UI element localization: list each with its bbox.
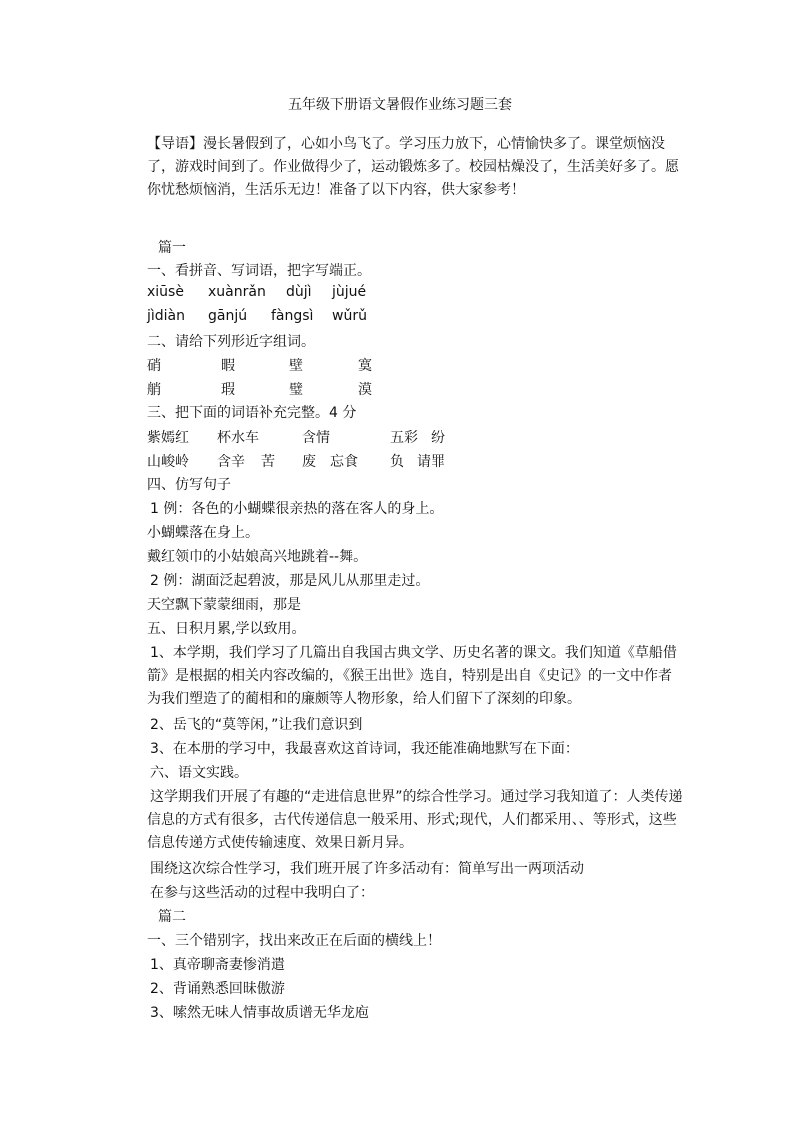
character: 硝 <box>147 358 161 374</box>
question-3: 三、把下面的词语补充完整。4 分 <box>147 405 357 421</box>
pinyin: gānjú <box>208 308 248 324</box>
question-1: 一、看拼音、写词语，把字写端正。 <box>147 263 371 279</box>
pinyin: wǔrǔ <box>332 308 367 324</box>
example-2-answer: 天空飘下蒙蒙细雨，那是 <box>147 597 301 613</box>
question-5: 五、日积月累,学以致用。 <box>147 621 306 637</box>
word: 忘食 <box>330 454 358 470</box>
question-5-item-1: 1、本学期，我们学习了几篇出自我国古典文学、历史名著的课文。我们知道《草船借箭》是根据的相关内容改编的，《猴王出世》选自，特别是出自《史记》的一文中作者为我们塑造了的蔺相和的廉颇等人物形象，给人们留下了深刻的印象。 <box>147 645 677 707</box>
question-5-item-2: 2、岳飞的“莫等闲，”让我们意识到 <box>150 717 363 733</box>
question-2: 二、请给下列形近字组词。 <box>147 334 315 350</box>
word: 杯水车 <box>217 430 259 446</box>
part2-item-1: 1、真帝聊斋妻惨消遣 <box>150 957 285 973</box>
word: 含辛 <box>217 454 245 470</box>
part2-question-1: 一、三个错别字，找出来改正在后面的横线上！ <box>147 933 441 949</box>
example-1-answer-b: 戴红领巾的小姑娘高兴地跳着--舞。 <box>147 549 368 565</box>
word: 紫嫣红 <box>147 430 189 446</box>
word: 纷 <box>431 430 445 446</box>
character: 璧 <box>289 382 303 398</box>
pinyin: xuànrǎn <box>208 284 266 300</box>
character: 暇 <box>221 358 235 374</box>
word: 五彩 <box>390 430 418 446</box>
word: 苦 <box>261 454 275 470</box>
pinyin: jùjué <box>332 284 367 300</box>
word: 废 <box>302 454 316 470</box>
word: 请罪 <box>417 454 445 470</box>
character: 寞 <box>358 358 372 374</box>
word: 含情 <box>302 430 330 446</box>
pinyin: jìdiàn <box>147 308 186 324</box>
part2-item-2: 2、背诵熟悉回昧傲游 <box>150 981 285 997</box>
document-title: 五年级下册语文暑假作业练习题三套 <box>288 97 512 113</box>
question-6-line-b: 在参与这些活动的过程中我明白了： <box>150 885 374 901</box>
part2-item-3: 3、嗦然无味人情事故质谱无华龙庖 <box>150 1005 369 1021</box>
word: 负 <box>390 454 404 470</box>
character: 漠 <box>358 382 372 398</box>
question-4: 四、仿写句子 <box>147 477 231 493</box>
question-6: 六、语文实践。 <box>150 765 248 781</box>
word: 山峻岭 <box>147 454 189 470</box>
example-1: 1 例：各色的小蝴蝶很亲热的落在客人的身上。 <box>150 501 444 517</box>
intro-paragraph: 【导语】漫长暑假到了，心如小鸟飞了。学习压力放下，心情愉快多了。课堂烦恼没了，游戏时间到了。作业做得少了，运动锻炼多了。校园枯燥没了，生活美好多了。愿你忧愁烦恼消，生活乐无边！准备了以下内容，供大家参考！ <box>147 136 679 198</box>
part1-heading: 篇一 <box>158 240 186 256</box>
example-2: 2 例：湖面泛起碧波，那是风儿从那里走过。 <box>150 573 430 589</box>
question-6-text: 这学期我们开展了有趣的“走进信息世界”的综合性学习。通过学习我知道了：人类传递信息的方式有很多，古代传递信息一般采用、形式;现代，人们都采用、、等形式，这些信息传递方式使传输速度、效果日新月异。 <box>147 789 683 851</box>
character: 壁 <box>289 358 303 374</box>
question-6-line-a: 围绕这次综合性学习，我们班开展了许多活动有：简单写出一两项活动 <box>150 861 584 877</box>
pinyin: fàngsì <box>271 308 314 324</box>
part2-heading: 篇二 <box>158 909 186 925</box>
character: 艄 <box>147 382 161 398</box>
pinyin: dùjì <box>286 284 312 300</box>
example-1-answer-a: 小蝴蝶落在身上。 <box>147 525 259 541</box>
pinyin: xiūsè <box>147 284 184 300</box>
character: 瑕 <box>221 382 235 398</box>
question-5-item-3: 3、在本册的学习中，我最喜欢这首诗词，我还能准确地默写在下面： <box>150 741 579 757</box>
